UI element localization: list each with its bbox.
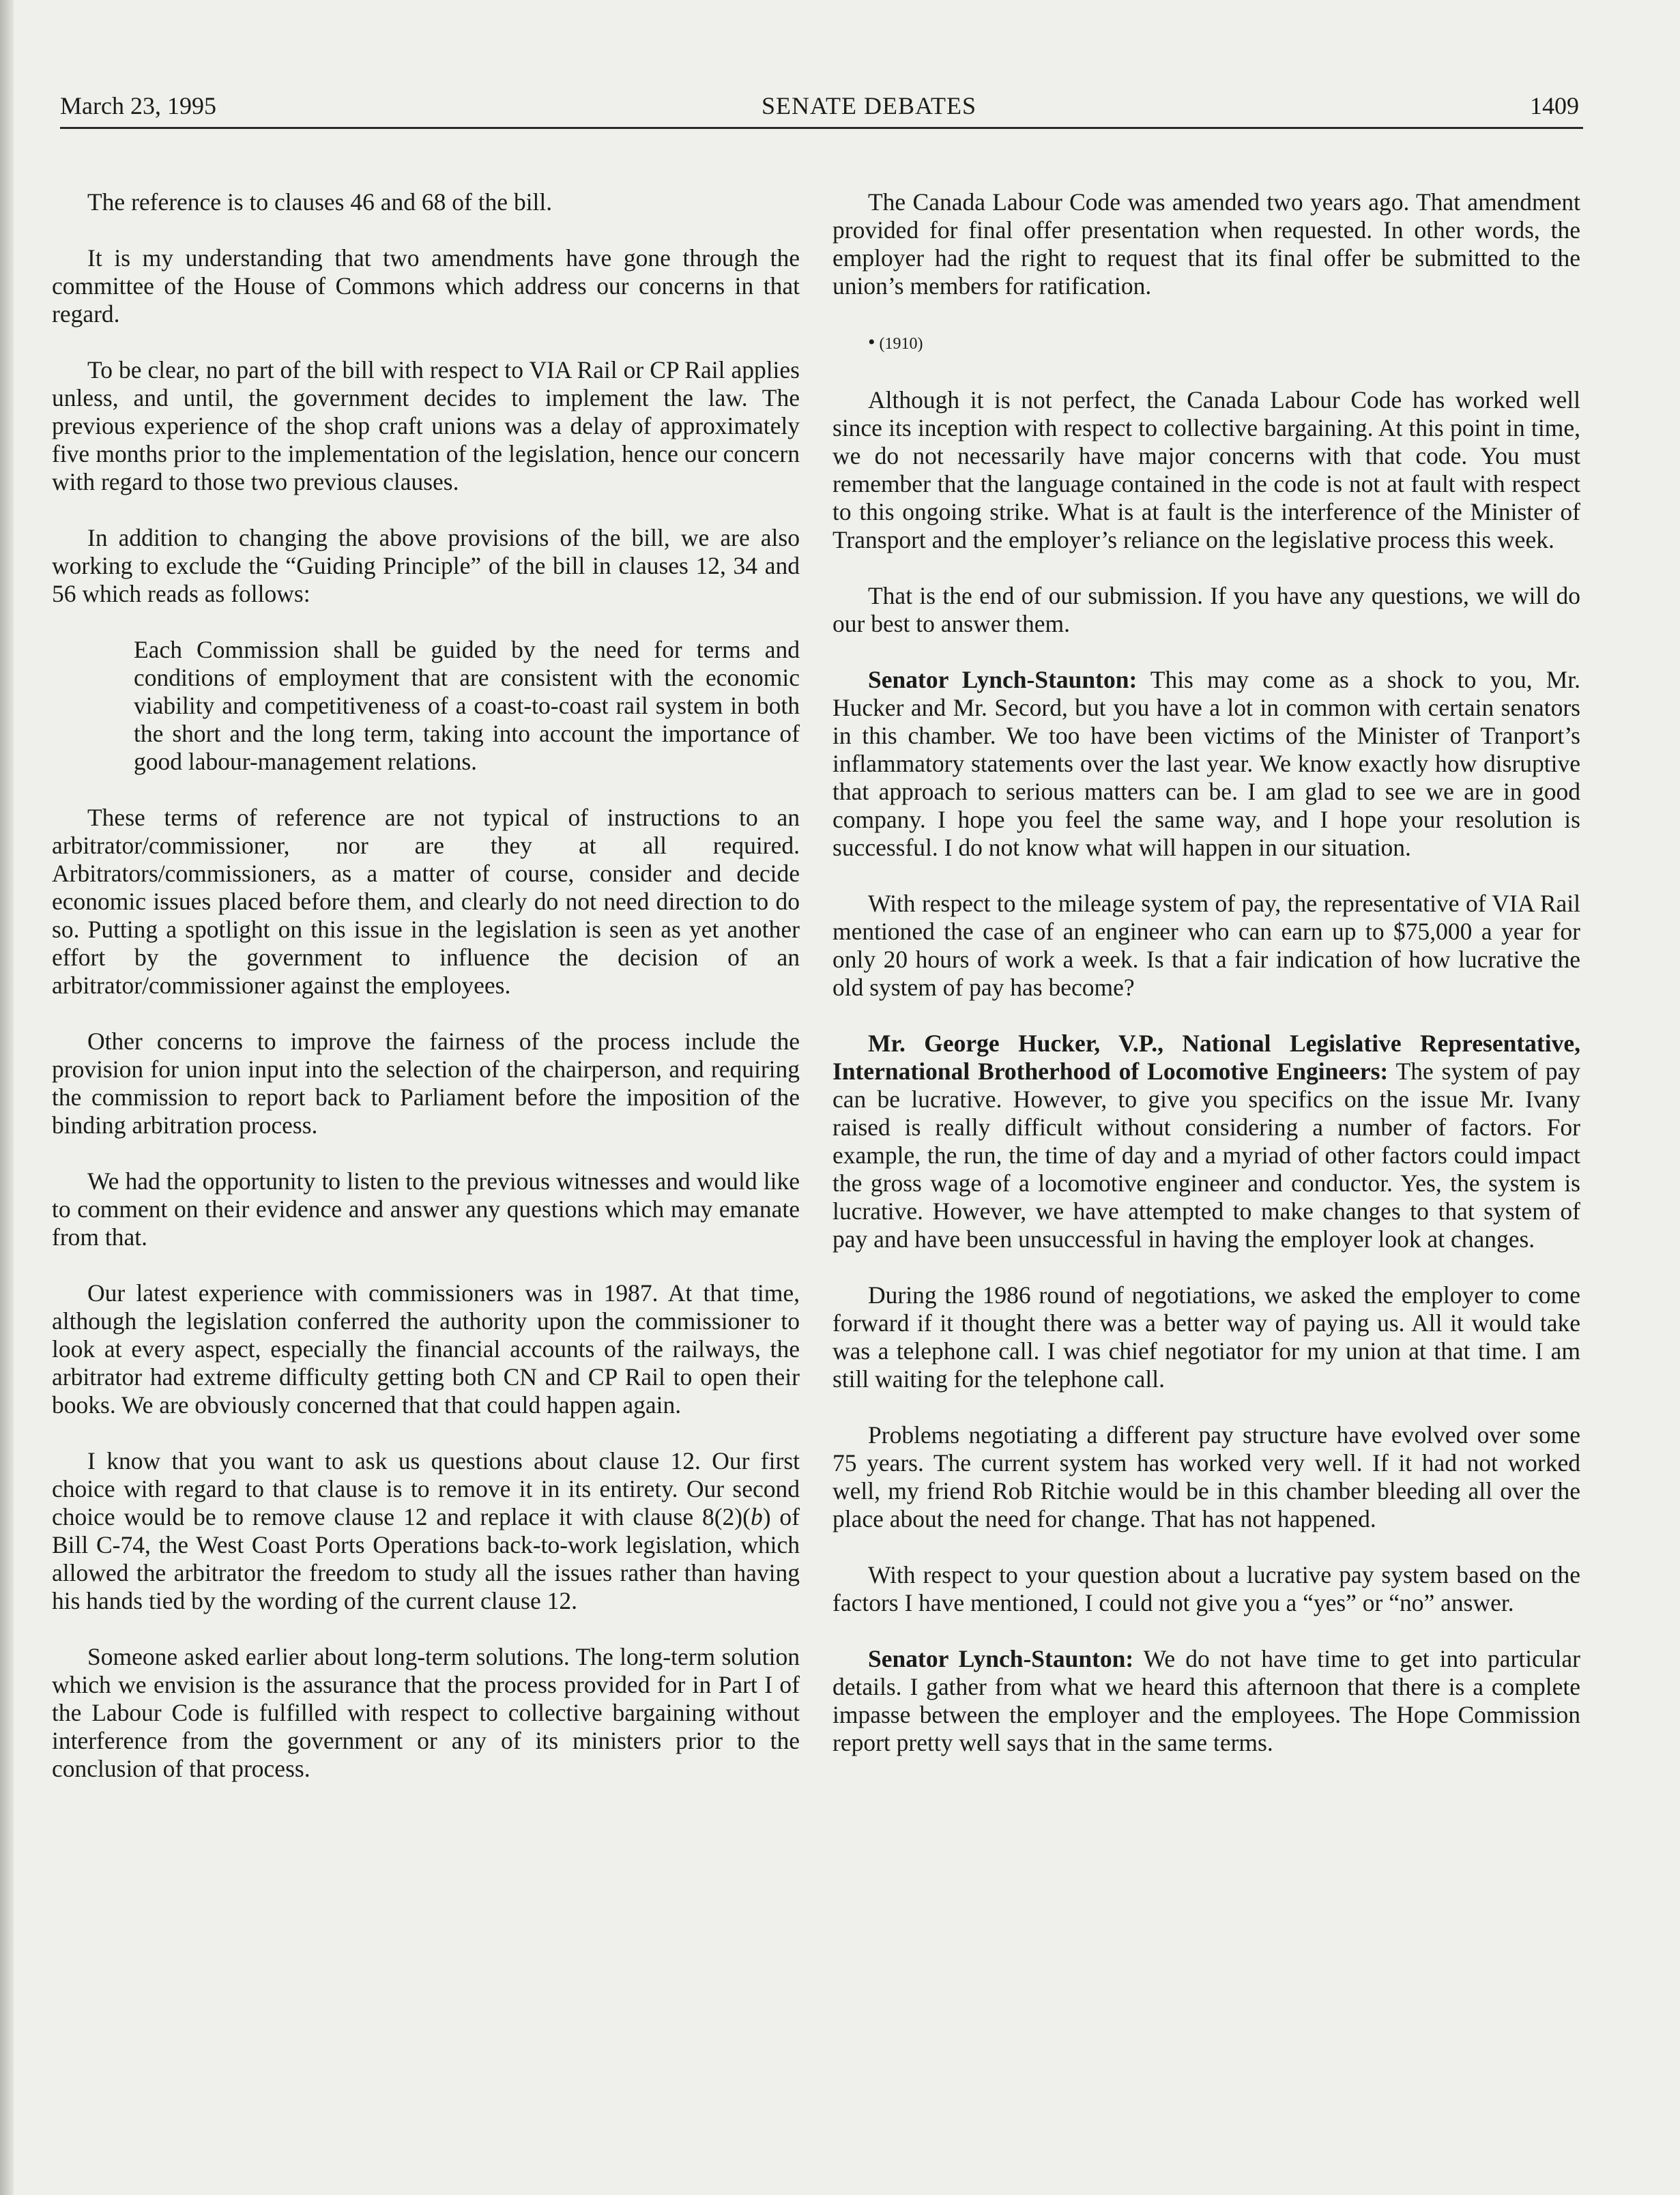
paragraph-text: I know that you want to ask us questions about clause 12. Our first choice with regard to that clause is to remove it in its entirety. Our second choice would be to remove clause 12 and replace it with clause 8(2)( xyxy=(52,1447,800,1530)
page-header xyxy=(60,89,1583,129)
paragraph-text: We do not have time to get into particular details. I gather from what we heard this afternoon that there is a complete impasse between the employer and the employees. The Hope Commission report pretty well says that in the same terms. xyxy=(832,1645,1580,1756)
paragraph: During the 1986 round of negotiations, we asked the employer to come forward if it thought there was a better way of paying us. All it would take was a telephone call. I was chief negotiator for my union at that time. I am still waiting for the telephone call. xyxy=(832,1281,1580,1393)
paragraph-text: The system of pay can be lucrative. However, to give you specifics on the issue Mr. Ivany raised is really difficult without considering a number of factors. For example, the run, the time of day and a myriad of other factors could impact the gross wage of a locomotive engineer and conductor. Yes, the system is lucrative. However, we have attempted to make changes to that system of pay and have been unsuccessful in having the employer look at changes. xyxy=(832,1058,1580,1253)
paragraph-text: This may come as a shock to you, Mr. Hucker and Mr. Secord, but you have a lot in common with certain senators in this chamber. We too have been victims of the Minister of Tranport’s inflammatory statements over the last year. We know exactly how disruptive that approach to serious matters can be. I am glad to see we are in good company. I hope you feel the same way, and I hope your resolution is successful. I do not know what will happen in our situation. xyxy=(832,666,1580,861)
paragraph xyxy=(832,666,1580,862)
paragraph: With respect to your question about a lucrative pay system based on the factors I have mentioned, I could not give you a “yes” or “no” answer. xyxy=(832,1561,1580,1616)
paragraph: That is the end of our submission. If you have any questions, we will do our best to answer them. xyxy=(832,582,1580,637)
header-title: SENATE DEBATES xyxy=(762,92,977,119)
paragraph: We had the opportunity to listen to the previous witnesses and would like to comment on their evidence and answer any questions which may emanate from that. xyxy=(52,1167,800,1251)
paragraph: The Canada Labour Code was amended two years ago. That amendment provided for final offer presentation when requested. In other words, the employer had the right to request that its final offer be submitted to the union’s members for ratification. xyxy=(832,188,1580,300)
paragraph: Problems negotiating a different pay structure have evolved over some 75 years. The current system has worked very well. If it had not worked well, my friend Rob Ritchie would be in this chamber bleeding all over the place about the need for change. That has not happened. xyxy=(832,1421,1580,1532)
bullet-icon: • xyxy=(868,331,875,353)
left-column xyxy=(52,188,800,1811)
paragraph: In addition to changing the above provisions of the bill, we are also working to exclude the “Guiding Principle” of the bill in clauses 12, 34 and 56 which reads as follows: xyxy=(52,524,800,607)
header-page-number: 1409 xyxy=(1530,92,1579,119)
paragraph: Our latest experience with commissioners was in 1987. At that time, although the legislation conferred the authority upon the commissioner to look at every aspect, especially the financial accounts of the railways, the arbitrator had extreme difficulty getting both CN and CP Rail to open their books. We are obviously concerned that that could happen again. xyxy=(52,1279,800,1419)
paragraph: It is my understanding that two amendments have gone through the committee of the House of Commons which address our concerns in that regard. xyxy=(52,244,800,328)
paragraph: To be clear, no part of the bill with respect to VIA Rail or CP Rail applies unless, and until, the government decides to implement the law. The previous experience of the shop craft unions was a delay of approximately five months prior to the implementation of the legislation, hence our concern with regard to those two previous clauses. xyxy=(52,356,800,495)
time-stamp: (1910) xyxy=(879,335,923,353)
paragraph-text: ) of Bill C-74, the West Coast Ports Operations back-to-work legislation, which allowed the arbitrator the freedom to study all the issues rather than having his hands tied by the wording of the current clause 12. xyxy=(52,1503,800,1614)
header-date: March 23, 1995 xyxy=(60,92,216,119)
italic-letter: b xyxy=(750,1503,763,1530)
page-edge-shadow xyxy=(0,0,14,2195)
paragraph: The reference is to clauses 46 and 68 of the bill. xyxy=(87,188,553,216)
paragraph xyxy=(832,1030,1580,1253)
right-column xyxy=(832,188,1580,1785)
paragraph: With respect to the mileage system of pay, the representative of VIA Rail mentioned the case of an engineer who can earn up to $75,000 a year for only 20 hours of work a week. Is that a fair indication of how lucrative the old system of pay has become? xyxy=(832,890,1580,1001)
speaker-name: Mr. George Hucker, V.P., National Legislative Representative, International Brotherhood of Locomotive Engineers: xyxy=(832,1030,1580,1085)
paragraph: Someone asked earlier about long-term solutions. The long-term solution which we envision is the assurance that the process provided for in Part I of the Labour Code is fulfilled with respect to collective bargaining without interference from the government or any of its ministers prior to the conclusion of that process. xyxy=(52,1643,800,1782)
speaker-name: Senator Lynch-Staunton: xyxy=(868,1645,1134,1672)
paragraph: Other concerns to improve the fairness of the process include the provision for union input into the selection of the chairperson, and requiring the commission to report back to Parliament before the imposition of the binding arbitration process. xyxy=(52,1028,800,1139)
paragraph: Although it is not perfect, the Canada Labour Code has worked well since its inception with respect to collective bargaining. At this point in time, we do not necessarily have major concerns with that code. You must remember that the language contained in the code is not at fault with respect to this ongoing strike. What is at fault is the interference of the Minister of Transport and the employer’s reliance on the legislative process this week. xyxy=(832,386,1580,553)
speaker-name: Senator Lynch-Staunton: xyxy=(868,666,1138,693)
paragraph xyxy=(52,1447,800,1615)
block-quote: Each Commission shall be guided by the need for terms and conditions of employment that are consistent with the economic viability and competitiveness of a coast-to-coast rail system in both the short and the long term, taking into account the importance of good labour-management relations. xyxy=(134,636,800,775)
paragraph: These terms of reference are not typical of instructions to an arbitrator/commissioner, nor are they at all required. Arbitrators/commissioners, as a matter of course, consider and decide economic issues placed before them, and clearly do not need direction to do so. Putting a spotlight on this issue in the legislation is seen as yet another effort by the government to influence the decision of an arbitrator/commissioner against the employees. xyxy=(52,804,800,999)
time-marker xyxy=(832,328,1580,358)
paragraph xyxy=(832,1645,1580,1757)
